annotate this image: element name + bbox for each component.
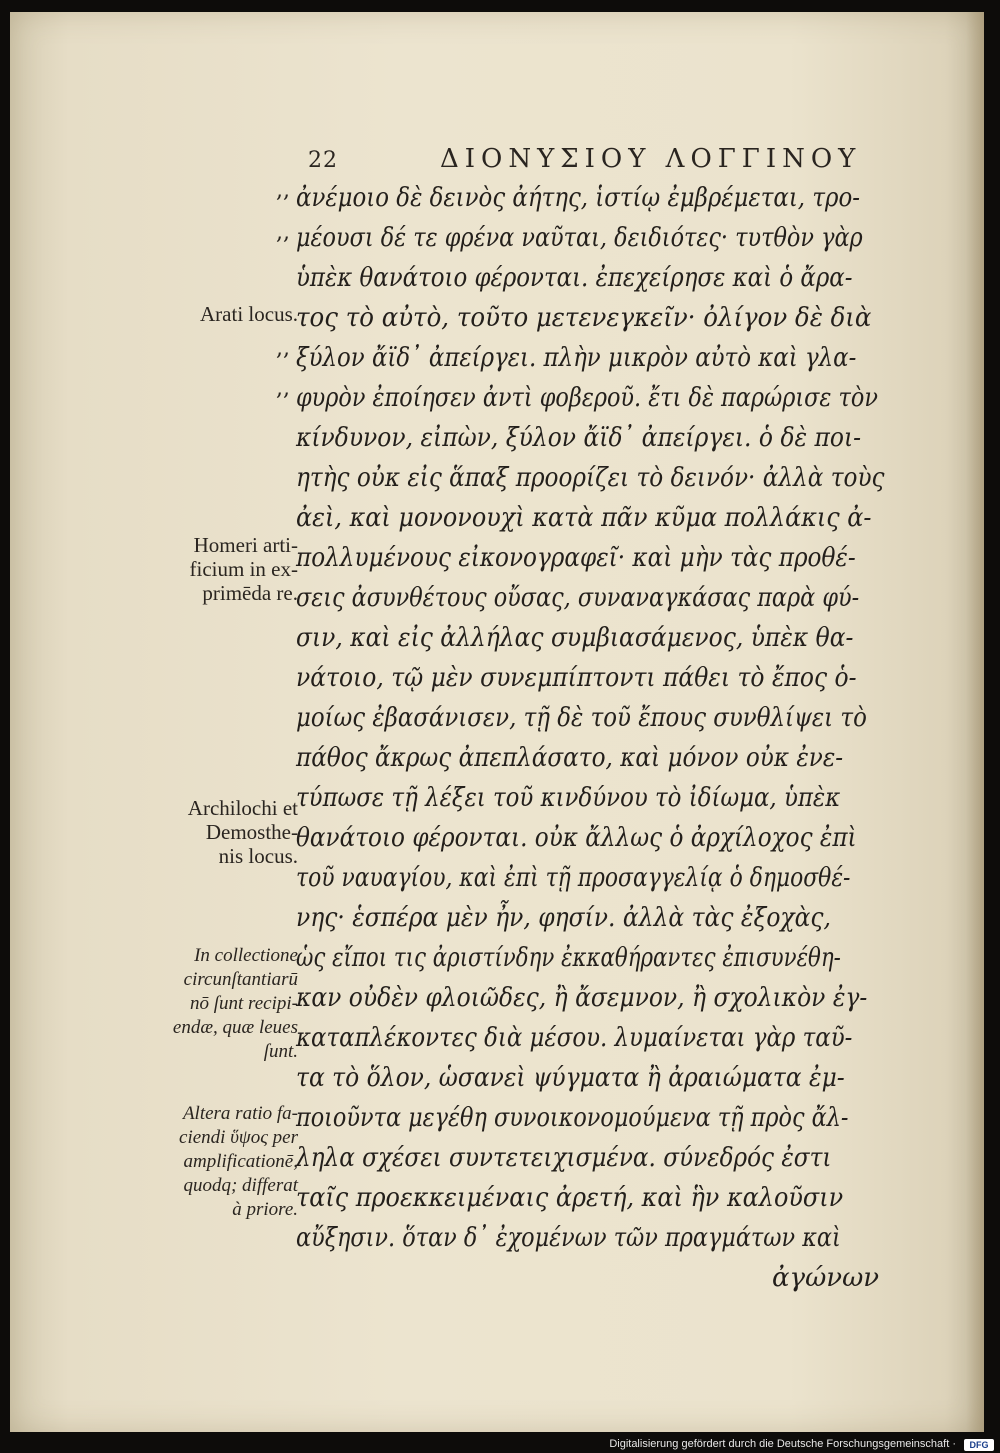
marginal-line: endæ, quæ leues bbox=[172, 1017, 298, 1038]
text-line: φυρὸν ἐποίησεν ἀντὶ φοβεροῦ. ἔτι δὲ παρώρισε τὸν bbox=[296, 383, 878, 413]
text-line: τα τὸ ὅλον, ὡσανεὶ ψύγματα ἢ ἀραιώματα ἐμ- bbox=[296, 1063, 845, 1093]
text-line: ληλα σχέσει συντετειχισμένα. σύνεδρός ἐστι bbox=[296, 1143, 832, 1173]
text-line: νάτοιο, τῷ μὲν συνεμπίπτοντι πάθει τὸ ἔπος ὁ- bbox=[296, 663, 857, 693]
page-header bbox=[10, 140, 984, 180]
marginal-note-archilochi bbox=[188, 796, 298, 868]
page-number: 22 bbox=[308, 148, 338, 173]
text-line: ποιοῦντα μεγέθη συνοικονομούμενα τῇ πρὸς ἄλ- bbox=[296, 1103, 849, 1133]
marginal-note-altera bbox=[179, 1102, 298, 1222]
marginal-line: ficium in ex- bbox=[189, 557, 298, 581]
quote-mark: ,, bbox=[276, 336, 290, 361]
text-line: ὑπὲκ θανάτοιο φέρονται. ἐπεχείρησε καὶ ὁ ἄρα- bbox=[296, 263, 853, 293]
text-line: πολλυμένους εἰκονογραφεῖ· καὶ μὴν τὰς προθέ- bbox=[296, 543, 856, 573]
marginal-note-arati bbox=[200, 302, 298, 326]
text-line: ταῖς προεκκειμέναις ἀρετή, καὶ ἣν καλοῦσιν bbox=[296, 1183, 844, 1213]
text-line: ὡς εἴποι τις ἀριστίνδην ἐκκαθήραντες ἐπισυνέθη- bbox=[296, 943, 841, 973]
text-line: ξύλον ἄϊδ᾽ ἀπείργει. πλὴν μικρὸν αὐτὸ καὶ γλα- bbox=[296, 343, 857, 373]
marginal-line: ciendi ὕψος per bbox=[179, 1127, 298, 1148]
text-line: τύπωσε τῇ λέξει τοῦ κινδύνου τὸ ἰδίωμα, ὑπὲκ bbox=[296, 783, 841, 813]
marginal-line: Homeri arti- bbox=[193, 533, 298, 557]
text-line: ἀεὶ, καὶ μονονουχὶ κατὰ πᾶν κῦμα πολλάκις ἀ- bbox=[296, 503, 872, 533]
quote-mark: ,, bbox=[276, 178, 290, 203]
text-line: μέουσι δέ τε φρένα ναῦται, δειδιότες· τυτθὸν γὰρ bbox=[296, 223, 863, 253]
text-line: καταπλέκοντες διὰ μέσου. λυμαίνεται γὰρ ταῦ- bbox=[296, 1023, 853, 1053]
quote-mark: ,, bbox=[276, 376, 290, 401]
marginal-line: Altera ratio fa- bbox=[182, 1103, 298, 1124]
catchword: ἀγώνων bbox=[772, 1263, 880, 1293]
marginal-line: Demosthe- bbox=[205, 820, 298, 844]
marginal-line: primēda re. bbox=[202, 581, 298, 605]
marginal-line: nis locus. bbox=[218, 844, 298, 868]
marginal-line: à priore. bbox=[232, 1199, 298, 1220]
text-line: θανάτοιο φέρονται. οὐκ ἄλλως ὁ ἀρχίλοχος ἐπὶ bbox=[296, 823, 857, 853]
text-line: ἀνέμοιο δὲ δεινὸς ἀήτης, ἱστίῳ ἐμβρέμεται, τρο- bbox=[296, 183, 860, 213]
dfg-logo: DFG bbox=[964, 1439, 994, 1451]
marginal-line: amplificationē, bbox=[183, 1151, 298, 1172]
marginal-line: nō ſunt recipi- bbox=[190, 993, 298, 1014]
marginal-line: Arati locus. bbox=[200, 302, 298, 326]
marginal-line: Archilochi et bbox=[187, 796, 298, 820]
marginal-line: ſunt. bbox=[263, 1041, 298, 1062]
marginal-line: circunſtantiarū bbox=[183, 969, 298, 990]
footer-credit: Digitalisierung gefördert durch die Deutsche Forschungsgemeinschaft · bbox=[609, 1438, 956, 1450]
running-head: ΔΙΟΝΥΣΙΟΥ ΛΟΓΓΙΝΟΥ bbox=[440, 144, 862, 174]
page-edge-shadow bbox=[966, 12, 984, 1432]
text-line: νης· ἑσπέρα μὲν ἦν, φησίν. ἀλλὰ τὰς ἐξοχὰς, bbox=[296, 903, 831, 933]
text-line: καν οὐδὲν φλοιῶδες, ἢ ἄσεμνον, ἢ σχολικὸν ἐγ- bbox=[296, 983, 868, 1013]
text-line: κίνδυνον, εἰπὼν, ξύλον ἄϊδ᾽ ἀπείργει. ὁ δὲ ποι- bbox=[296, 423, 862, 453]
text-line: τος τὸ αὐτὸ, τοῦτο μετενεγκεῖν· ὀλίγον δὲ διὰ bbox=[296, 303, 872, 333]
text-line: πάθος ἄκρως ἀπεπλάσατο, καὶ μόνον οὐκ ἐνε- bbox=[296, 743, 844, 773]
text-line: ητὴς οὐκ εἰς ἅπαξ προορίζει τὸ δεινόν· ἀλλὰ τοὺς bbox=[296, 463, 885, 493]
marginal-line: In collectione bbox=[194, 945, 298, 966]
text-line: μοίως ἐβασάνισεν, τῇ δὲ τοῦ ἔπους συνθλίψει τὸ bbox=[296, 703, 867, 733]
text-line: τοῦ ναυαγίου, καὶ ἐπὶ τῇ προσαγγελίᾳ ὁ δημοσθέ- bbox=[296, 863, 851, 893]
text-line: σεις ἀσυνθέτους οὔσας, συναναγκάσας παρὰ φύ- bbox=[296, 583, 860, 613]
quote-mark: ,, bbox=[276, 220, 290, 245]
marginal-line: quodq; differat bbox=[183, 1175, 298, 1196]
marginal-note-collectione bbox=[173, 944, 298, 1064]
marginal-note-homeri bbox=[190, 533, 298, 605]
text-line: αὔξησιν. ὅταν δ᾽ ἐχομένων τῶν πραγμάτων καὶ bbox=[296, 1223, 841, 1253]
text-line: σιν, καὶ εἰς ἀλλήλας συμβιασάμενος, ὑπὲκ θα- bbox=[296, 623, 854, 653]
